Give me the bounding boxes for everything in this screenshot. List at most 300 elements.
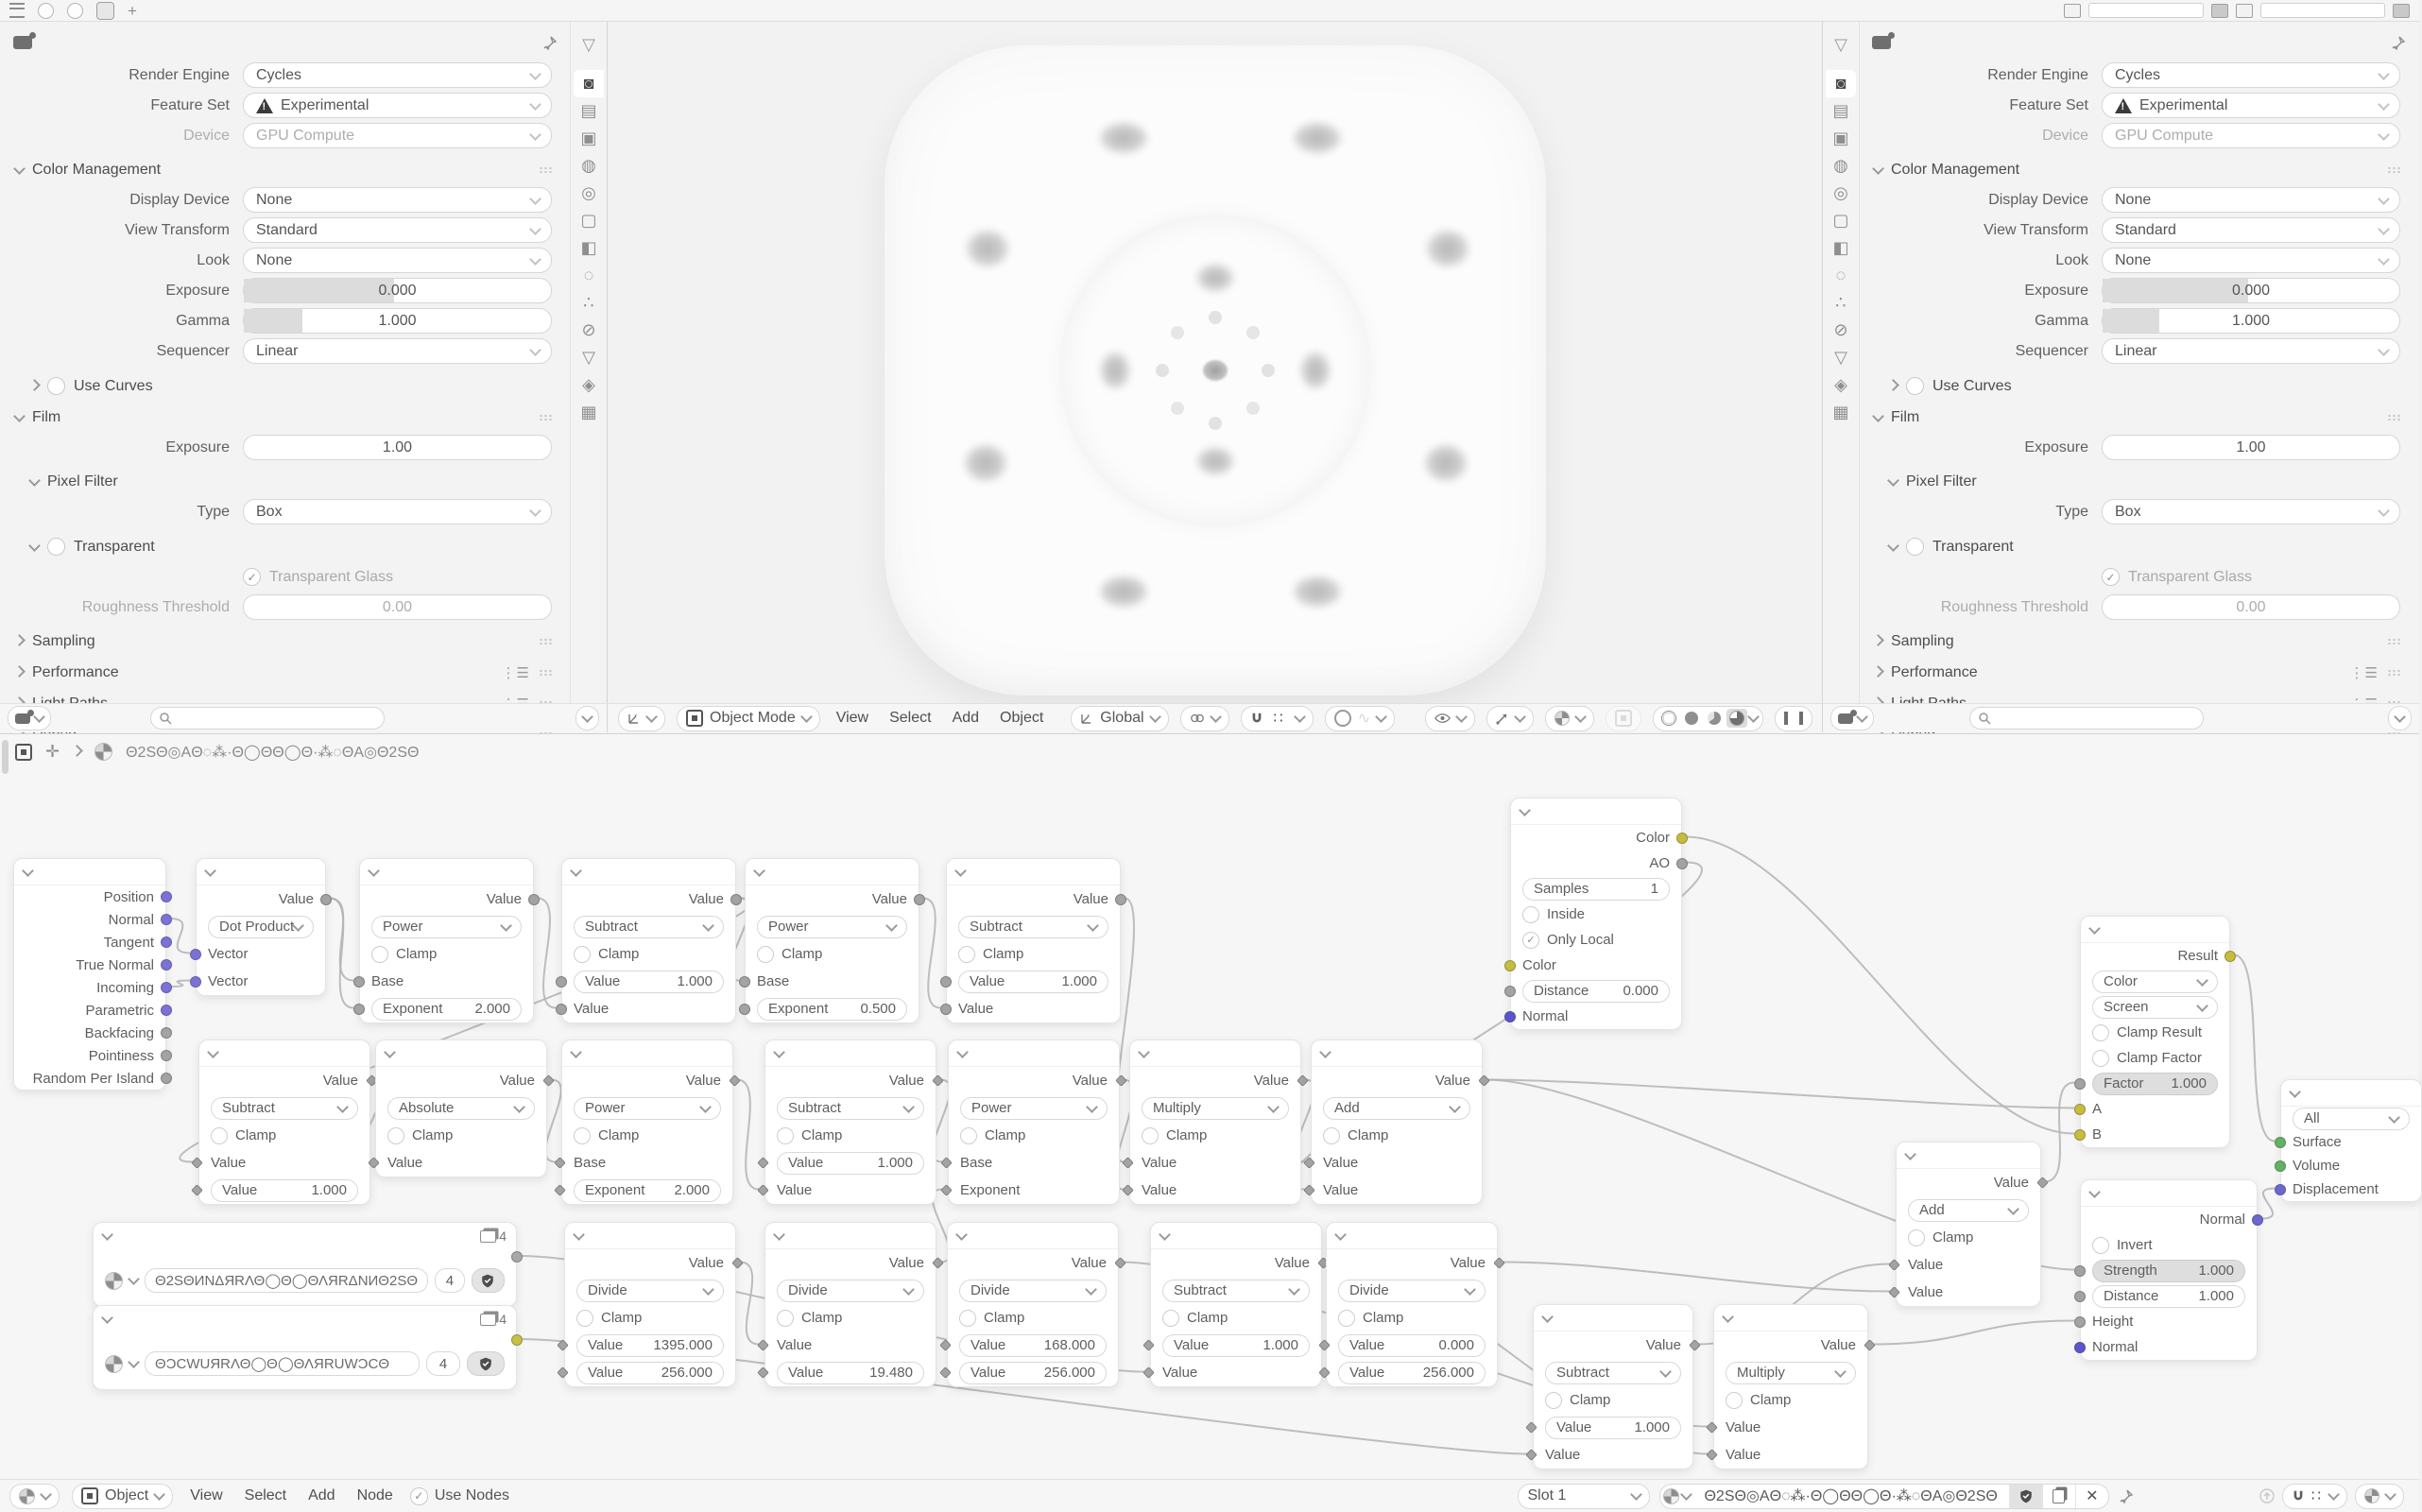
sidebar-item-scene[interactable]: ◍ xyxy=(1833,156,1848,175)
node-collapse-chevron[interactable] xyxy=(955,1228,968,1241)
operation-select[interactable]: Add xyxy=(1323,1097,1470,1120)
clamp-checkbox[interactable] xyxy=(958,946,975,963)
copy-material-button[interactable] xyxy=(2042,1485,2075,1508)
sidebar-item-physics[interactable]: ◌ xyxy=(583,266,594,284)
panel-header-color-management[interactable]: Color Management xyxy=(1874,162,2400,179)
node-collapse-chevron[interactable] xyxy=(2289,1086,2301,1098)
search-input[interactable] xyxy=(1969,707,2204,730)
input-socket[interactable] xyxy=(739,976,750,988)
look-select[interactable]: None xyxy=(243,248,552,273)
transform-orientation-select[interactable] xyxy=(1071,706,1168,731)
sidebar-item-render[interactable]: ◙ xyxy=(574,70,604,97)
distance-value-field[interactable]: Distance 1.000 xyxy=(2092,1285,2245,1308)
operation-select[interactable]: Divide xyxy=(576,1280,724,1302)
input-socket[interactable] xyxy=(2074,1078,2086,1090)
operation-select[interactable]: Dot Product xyxy=(208,916,314,938)
output-socket[interactable] xyxy=(914,894,925,905)
node-menu-select[interactable]: Select xyxy=(244,1487,287,1503)
panel-header-performance[interactable]: Performance ⋮☰ xyxy=(15,664,552,681)
clamp-checkbox[interactable] xyxy=(574,946,591,963)
properties-editor-icon[interactable] xyxy=(1872,36,1891,49)
sidebar-item-view-layer[interactable]: ▣ xyxy=(1832,129,1849,147)
value-value-field[interactable]: Value 1395.000 xyxy=(576,1334,724,1357)
top-input-1[interactable] xyxy=(2088,3,2204,18)
sidebar-item-world[interactable]: ◎ xyxy=(1833,183,1848,202)
3d-viewport[interactable] xyxy=(609,22,1822,732)
operation-select[interactable]: Subtract xyxy=(574,916,724,938)
output-socket[interactable] xyxy=(161,1073,172,1084)
input-socket[interactable] xyxy=(2074,1316,2086,1328)
panel-checkbox[interactable] xyxy=(47,538,65,556)
node-collapse-chevron[interactable] xyxy=(773,1046,785,1058)
node-collapse-chevron[interactable] xyxy=(204,865,216,877)
datablock-name-field[interactable]: ΘƆCWUЯRΛΘ◯Θ◯ΘΛЯRUWƆCΘ xyxy=(145,1351,420,1376)
fake-user-shield-button[interactable] xyxy=(2009,1485,2042,1508)
datablock-name-field[interactable]: Θ2SΘИNΔЯRΛΘ◯Θ◯ΘΛЯRΔNИΘ2SΘ xyxy=(145,1268,428,1293)
factor-value-field[interactable]: Factor 1.000 xyxy=(2092,1073,2218,1095)
math-divide[interactable]: Value Divide Clamp Value 168.000 Value 256.000 xyxy=(947,1222,1119,1387)
node-collapse-chevron[interactable] xyxy=(1519,804,1531,816)
shading-rendered-button[interactable] xyxy=(1726,709,1747,728)
input-socket[interactable] xyxy=(2275,1160,2286,1172)
value-value-field[interactable]: Value 1.000 xyxy=(211,1179,358,1202)
math-subtract[interactable]: Value Subtract Clamp Value 1.000 Value xyxy=(946,858,1121,1023)
parent-node-tree-button[interactable] xyxy=(2259,1488,2275,1503)
node-collapse-chevron[interactable] xyxy=(2088,922,2101,935)
math-subtract[interactable]: Value Subtract Clamp Value 1.000 Value xyxy=(1533,1304,1693,1469)
window-tab-2[interactable] xyxy=(67,3,83,19)
operation-select[interactable]: Absolute xyxy=(387,1097,535,1120)
math-power[interactable]: Value Power Clamp Base Exponent xyxy=(948,1040,1120,1205)
operation-select[interactable]: Divide xyxy=(959,1280,1107,1302)
math-add[interactable]: Value Add Clamp Value Value xyxy=(1896,1142,2041,1307)
sidebar-item-modifiers[interactable]: ◧ xyxy=(580,238,597,257)
gizmo-dropdown[interactable] xyxy=(1486,706,1534,731)
input-socket[interactable] xyxy=(2074,1129,2086,1141)
value-value-field[interactable]: Value 19.480 xyxy=(777,1362,924,1384)
output-socket[interactable] xyxy=(161,1050,172,1061)
clamp-checkbox[interactable] xyxy=(777,1310,794,1327)
node-collapse-chevron[interactable] xyxy=(773,1228,785,1241)
sidebar-item-particles[interactable]: ∴ xyxy=(583,293,594,312)
math-divide[interactable]: Value Divide Clamp Value 0.000 Value 256.000 xyxy=(1326,1222,1498,1387)
menu-hamburger-icon[interactable] xyxy=(9,3,25,18)
clamp-checkbox[interactable] xyxy=(387,1127,404,1144)
node-collapse-chevron[interactable] xyxy=(570,865,582,877)
preset-icon[interactable]: ⋮☰ xyxy=(2349,665,2379,681)
sidebar-item-texture[interactable]: ▦ xyxy=(580,403,597,421)
fullscreen-icon[interactable] xyxy=(2393,4,2410,18)
clamp-checkbox[interactable] xyxy=(1142,1127,1159,1144)
input-socket[interactable] xyxy=(556,1004,567,1015)
math-dot-product[interactable] xyxy=(196,858,326,996)
input-socket[interactable] xyxy=(1504,986,1516,997)
material-preview-icon[interactable] xyxy=(105,1272,123,1290)
pause-render-button[interactable] xyxy=(1775,706,1812,731)
operation-select[interactable]: Divide xyxy=(777,1280,924,1302)
panel-header-pixel-filter[interactable]: Pixel Filter xyxy=(1889,473,2400,490)
group-output-socket[interactable] xyxy=(511,1251,523,1263)
operation-select[interactable]: Screen xyxy=(2092,996,2218,1019)
samples-value-field[interactable]: Samples 1 xyxy=(1522,878,1670,901)
operation-select[interactable]: Subtract xyxy=(1162,1280,1310,1302)
viewport-menu-object[interactable]: Object xyxy=(1000,710,1044,726)
panel-checkbox[interactable] xyxy=(1906,377,1924,395)
node-collapse-chevron[interactable] xyxy=(753,865,765,877)
shading-solid-button[interactable] xyxy=(1681,709,1702,728)
sidebar-item-constraints[interactable]: ⊘ xyxy=(1833,320,1848,339)
move-icon[interactable]: ✛ xyxy=(45,742,60,761)
node-group[interactable] xyxy=(93,1305,517,1390)
sidebar-item-output[interactable]: ▤ xyxy=(1832,101,1849,120)
math-power[interactable]: Value Power Clamp Base Exponent 2.000 xyxy=(561,1040,733,1205)
output-socket[interactable] xyxy=(161,914,172,925)
panel-header-film[interactable]: Film xyxy=(15,409,552,426)
output-socket[interactable] xyxy=(161,936,172,948)
search-input[interactable] xyxy=(150,707,385,730)
sidebar-item-scene[interactable]: ◍ xyxy=(581,156,596,175)
clamp-checkbox[interactable] xyxy=(757,946,774,963)
display-device-select[interactable]: None xyxy=(2102,187,2400,213)
mode-select[interactable] xyxy=(677,706,820,731)
node-collapse-chevron[interactable] xyxy=(368,865,380,877)
exponent-value-field[interactable]: Exponent 0.500 xyxy=(757,998,907,1021)
clipboard-icon[interactable] xyxy=(2064,4,2081,18)
panel-header-transparent[interactable]: Transparent xyxy=(30,538,552,556)
math-subtract[interactable]: Value Subtract Clamp Value Value 1.000 xyxy=(198,1040,370,1205)
operation-select[interactable]: Subtract xyxy=(777,1097,924,1120)
group-output-socket[interactable] xyxy=(511,1334,523,1346)
operation-select[interactable]: Add xyxy=(1908,1199,2029,1222)
node-collapse-chevron[interactable] xyxy=(1334,1228,1347,1241)
viewport-menu-add[interactable]: Add xyxy=(952,710,980,726)
sidebar-item-particles[interactable]: ∴ xyxy=(1835,293,1847,312)
panel-header-film[interactable]: Film xyxy=(1874,409,2400,426)
exposure-slider[interactable]: 0.000 xyxy=(243,278,552,303)
panel-header-pixel-filter[interactable]: Pixel Filter xyxy=(30,473,552,490)
shader-node-editor[interactable] xyxy=(0,733,2419,1512)
input-socket[interactable] xyxy=(353,1004,365,1015)
value-value-field[interactable]: Value 256.000 xyxy=(959,1362,1107,1384)
output-socket[interactable] xyxy=(528,894,540,905)
math-divide[interactable]: Value Divide Clamp Value Value 19.480 xyxy=(764,1222,936,1387)
bump-node[interactable]: Normal Invert Strength 1.000 Distance 1.000 Height Normal xyxy=(2080,1179,2258,1361)
input-socket[interactable] xyxy=(940,1004,952,1015)
snap-controls[interactable]: ∷ xyxy=(2282,1484,2347,1509)
use-nodes-checkbox[interactable]: ✓ Use Nodes xyxy=(410,1487,509,1505)
math-multiply[interactable]: Value Multiply Clamp Value Value xyxy=(1713,1304,1868,1469)
node-collapse-chevron[interactable] xyxy=(207,1046,219,1058)
clamp-checkbox[interactable] xyxy=(1908,1229,1925,1246)
invert-checkbox[interactable] xyxy=(2092,1237,2109,1254)
properties-editor-icon[interactable] xyxy=(13,36,32,49)
top-input-2[interactable] xyxy=(2260,3,2385,18)
display-filter-button[interactable] xyxy=(8,706,51,730)
overlays-dropdown[interactable] xyxy=(2355,1484,2404,1509)
sidebar-item-view-layer[interactable]: ▣ xyxy=(580,129,597,147)
math-subtract[interactable]: Value Subtract Clamp Value 1.000 Value xyxy=(1150,1222,1322,1387)
output-socket[interactable] xyxy=(161,959,172,971)
clamp-checkbox[interactable] xyxy=(777,1127,794,1144)
clamp-checkbox[interactable] xyxy=(1726,1392,1743,1409)
panel-header-sampling[interactable]: Sampling xyxy=(15,633,552,650)
input-socket[interactable] xyxy=(2275,1184,2286,1195)
exponent-value-field[interactable]: Exponent 2.000 xyxy=(574,1179,721,1202)
sequencer-select[interactable]: Linear xyxy=(243,338,552,364)
filter-icon[interactable]: ▽ xyxy=(1834,35,1847,54)
input-socket[interactable] xyxy=(2275,1137,2286,1148)
display-device-select[interactable]: None xyxy=(243,187,552,213)
output-socket[interactable] xyxy=(161,891,172,902)
users-count-button[interactable]: 4 xyxy=(435,1268,465,1293)
feature-set-select[interactable]: ! Experimental xyxy=(243,93,552,118)
exposure-slider[interactable]: 0.000 xyxy=(2102,278,2400,303)
type-select[interactable]: Box xyxy=(2102,499,2400,524)
node-editor-scrollbar[interactable] xyxy=(2,740,9,774)
overlays-dropdown[interactable] xyxy=(1545,706,1594,731)
operation-select[interactable]: Power xyxy=(574,1097,721,1120)
clamp-checkbox[interactable] xyxy=(574,1127,591,1144)
node-collapse-chevron[interactable] xyxy=(384,1046,396,1058)
viewport-menu-view[interactable]: View xyxy=(835,710,869,726)
clamp-checkbox[interactable] xyxy=(211,1127,228,1144)
exponent-value-field[interactable]: Exponent 2.000 xyxy=(371,998,522,1021)
value-value-field[interactable]: Value 1.000 xyxy=(1545,1417,1681,1439)
clamp-checkbox[interactable] xyxy=(1162,1310,1179,1327)
node-collapse-chevron[interactable] xyxy=(1904,1148,1916,1160)
input-socket[interactable] xyxy=(190,976,201,988)
sidebar-item-data[interactable]: ▽ xyxy=(582,348,595,367)
pin-icon[interactable] xyxy=(2391,35,2406,50)
operation-select[interactable]: Power xyxy=(371,916,522,938)
sidebar-item-texture[interactable]: ▦ xyxy=(1832,403,1849,421)
math-multiply[interactable]: Value Multiply Clamp Value Value xyxy=(1129,1040,1301,1205)
exposure-field[interactable]: 1.00 xyxy=(2102,435,2400,460)
operation-select[interactable]: Color xyxy=(2092,971,2218,993)
value-value-field[interactable]: Value 0.000 xyxy=(1338,1334,1486,1357)
sidebar-item-physics[interactable]: ◌ xyxy=(1835,266,1847,284)
slot-select[interactable]: Slot 1 xyxy=(1518,1484,1650,1509)
filter-icon[interactable]: ▽ xyxy=(582,35,595,54)
preset-icon[interactable]: ⋮☰ xyxy=(501,665,530,681)
shader-type-select[interactable] xyxy=(72,1484,173,1509)
operation-select[interactable]: Power xyxy=(757,916,907,938)
value-value-field[interactable]: Value 1.000 xyxy=(777,1152,924,1175)
operation-select[interactable]: Power xyxy=(960,1097,1108,1120)
sidebar-item-object[interactable]: ▢ xyxy=(580,211,597,230)
operation-select[interactable]: Subtract xyxy=(211,1097,358,1120)
output-socket[interactable] xyxy=(730,894,742,905)
panel-checkbox[interactable] xyxy=(1906,538,1924,556)
fake-user-shield-button[interactable] xyxy=(472,1268,505,1293)
input-socket[interactable] xyxy=(353,976,365,988)
send-icon[interactable] xyxy=(2211,4,2228,18)
panel-header-transparent[interactable]: Transparent xyxy=(1889,538,2400,556)
value-value-field[interactable]: Value 1.000 xyxy=(1162,1334,1310,1357)
sidebar-item-data[interactable]: ▽ xyxy=(1834,348,1847,367)
input-socket[interactable] xyxy=(190,949,201,960)
distance-value-field[interactable]: Distance 0.000 xyxy=(1522,980,1670,1003)
material-name-field[interactable]: Θ2SΘ◎AΘ◌⁂·Θ◯ΘΘ◯Θ·⁂◌ΘA◎Θ2SΘ xyxy=(1704,1488,1998,1504)
strength-value-field[interactable]: Strength 1.000 xyxy=(2092,1260,2245,1282)
panel-header-use-curves[interactable]: Use Curves xyxy=(1889,377,2400,395)
view-transform-select[interactable]: Standard xyxy=(243,217,552,243)
input-socket[interactable] xyxy=(739,1004,750,1015)
operation-select[interactable]: Subtract xyxy=(1545,1362,1681,1384)
node-menu-add[interactable]: Add xyxy=(308,1487,335,1503)
visibility-dropdown[interactable] xyxy=(1425,706,1475,731)
sidebar-item-world[interactable]: ◎ xyxy=(581,183,596,202)
clamp-checkbox[interactable] xyxy=(1545,1392,1562,1409)
clamp-checkbox[interactable] xyxy=(960,1127,977,1144)
pin-icon[interactable] xyxy=(2119,1488,2134,1503)
node-collapse-chevron[interactable] xyxy=(573,1228,585,1241)
operation-select[interactable]: All xyxy=(2293,1108,2410,1130)
sidebar-item-modifiers[interactable]: ◧ xyxy=(1832,238,1849,257)
clamp-checkbox[interactable] xyxy=(959,1310,976,1327)
render-engine-select[interactable]: Cycles xyxy=(243,62,552,88)
sidebar-item-output[interactable]: ▤ xyxy=(580,101,597,120)
node-collapse-chevron[interactable] xyxy=(2088,1186,2101,1198)
input-socket[interactable] xyxy=(940,976,952,988)
node-collapse-chevron[interactable] xyxy=(956,1046,969,1058)
roughness-threshold-field[interactable]: 0.00 xyxy=(2102,594,2400,620)
node-menu-node[interactable]: Node xyxy=(356,1487,393,1503)
value-value-field[interactable]: Value 168.000 xyxy=(959,1334,1107,1357)
input-socket[interactable] xyxy=(2074,1342,2086,1353)
fake-user-shield-button[interactable] xyxy=(467,1351,505,1376)
device-select[interactable]: GPU Compute xyxy=(2102,123,2400,148)
input-socket[interactable] xyxy=(2074,1291,2086,1302)
math-absolute[interactable]: Value Absolute Clamp Value xyxy=(375,1040,547,1177)
shading-wireframe-button[interactable] xyxy=(1658,709,1679,728)
inside-checkbox[interactable] xyxy=(1522,906,1539,923)
snap-controls[interactable]: ∷ xyxy=(1241,706,1314,731)
clamp-factor-checkbox[interactable] xyxy=(2092,1050,2109,1067)
clamp-checkbox[interactable] xyxy=(1323,1127,1340,1144)
operation-select[interactable]: Divide xyxy=(1338,1280,1486,1302)
input-socket[interactable] xyxy=(556,976,567,988)
input-socket[interactable] xyxy=(2074,1265,2086,1277)
xray-toggle[interactable] xyxy=(1606,706,1641,731)
sidebar-item-material[interactable]: ◈ xyxy=(1834,375,1847,394)
options-chevron-button[interactable] xyxy=(575,706,599,730)
gamma-slider[interactable]: 1.000 xyxy=(2102,308,2400,334)
node-collapse-chevron[interactable] xyxy=(22,865,34,877)
clamp-checkbox[interactable] xyxy=(576,1310,593,1327)
value-value-field[interactable]: Value 256.000 xyxy=(576,1362,724,1384)
gamma-slider[interactable]: 1.000 xyxy=(243,308,552,334)
operation-select[interactable]: Subtract xyxy=(958,916,1108,938)
render-engine-select[interactable]: Cycles xyxy=(2102,62,2400,88)
output-socket[interactable] xyxy=(2224,951,2236,962)
input-socket[interactable] xyxy=(1504,1011,1516,1022)
node-menu-view[interactable]: View xyxy=(190,1487,223,1503)
monitor-icon[interactable] xyxy=(2236,4,2253,18)
options-chevron-button[interactable] xyxy=(2388,706,2412,730)
value-value-field[interactable]: Value 1.000 xyxy=(574,971,724,993)
material-preview-dropdown[interactable] xyxy=(1660,1485,1692,1508)
clamp-checkbox[interactable] xyxy=(1338,1310,1355,1327)
box-select-icon[interactable] xyxy=(15,744,32,761)
material-output-node[interactable] xyxy=(2280,1079,2422,1202)
sidebar-item-material[interactable]: ◈ xyxy=(582,375,595,394)
exposure-field[interactable]: 1.00 xyxy=(243,435,552,460)
sidebar-item-render[interactable]: ◙ xyxy=(1826,70,1856,97)
transparent-glass-checkbox[interactable]: ✓ Transparent Glass xyxy=(2102,565,2419,589)
device-select[interactable]: GPU Compute xyxy=(243,123,552,148)
input-socket[interactable] xyxy=(1504,960,1516,971)
panel-checkbox[interactable] xyxy=(47,377,65,395)
math-subtract[interactable]: Value Subtract Clamp Value 1.000 Value xyxy=(764,1040,936,1205)
geometry-node[interactable] xyxy=(13,858,166,1091)
output-socket[interactable] xyxy=(161,1027,172,1039)
roughness-threshold-field[interactable]: 0.00 xyxy=(243,594,552,620)
math-add[interactable]: Value Add Clamp Value Value xyxy=(1311,1040,1483,1205)
node-group[interactable] xyxy=(93,1222,517,1307)
node-collapse-chevron[interactable] xyxy=(1722,1311,1734,1323)
node-collapse-chevron[interactable] xyxy=(101,1312,113,1324)
window-tab-1[interactable] xyxy=(38,3,54,19)
window-tab-active[interactable] xyxy=(96,2,114,20)
node-collapse-chevron[interactable] xyxy=(570,1046,582,1058)
panel-header-performance[interactable]: Performance ⋮☰ xyxy=(1874,664,2400,681)
type-select[interactable]: Box xyxy=(243,499,552,524)
value-value-field[interactable]: Value 1.000 xyxy=(958,971,1108,993)
output-socket[interactable] xyxy=(320,894,332,905)
only-local-checkbox[interactable]: ✓ xyxy=(1522,932,1539,949)
node-collapse-chevron[interactable] xyxy=(101,1228,113,1241)
material-preview-icon[interactable] xyxy=(105,1355,123,1373)
viewport-menu-select[interactable]: Select xyxy=(889,710,932,726)
shading-material-button[interactable] xyxy=(1704,709,1725,728)
math-divide[interactable]: Value Divide Clamp Value 1395.000 Value 256.000 xyxy=(564,1222,736,1387)
operation-select[interactable]: Multiply xyxy=(1726,1362,1856,1384)
output-socket[interactable] xyxy=(2252,1214,2263,1226)
proportional-editing-controls[interactable]: ∿ xyxy=(1325,706,1395,731)
node-collapse-chevron[interactable] xyxy=(1138,1046,1150,1058)
transparent-glass-checkbox[interactable]: ✓ Transparent Glass xyxy=(243,565,571,589)
ambient-occlusion-node[interactable]: Color AO Samples 1 Inside ✓ Only Local Color Distance 0.000 Normal xyxy=(1510,798,1682,1030)
output-socket[interactable] xyxy=(1676,833,1688,844)
look-select[interactable]: None xyxy=(2102,248,2400,273)
node-collapse-chevron[interactable] xyxy=(1541,1311,1554,1323)
sequencer-select[interactable]: Linear xyxy=(2102,338,2400,364)
pin-icon[interactable] xyxy=(542,35,558,50)
output-socket[interactable] xyxy=(1115,894,1126,905)
panel-header-use-curves[interactable]: Use Curves xyxy=(30,377,552,395)
unlink-material-button[interactable]: ✕ xyxy=(2075,1485,2108,1508)
panel-header-sampling[interactable]: Sampling xyxy=(1874,633,2400,650)
clamp-result-checkbox[interactable] xyxy=(2092,1024,2109,1041)
math-power[interactable]: Value Power Clamp Base Exponent 2.000 xyxy=(359,858,534,1023)
input-socket[interactable] xyxy=(2074,1104,2086,1115)
node-collapse-chevron[interactable] xyxy=(1319,1046,1331,1058)
math-subtract[interactable]: Value Subtract Clamp Value 1.000 Value xyxy=(561,858,736,1023)
output-socket[interactable] xyxy=(161,1005,172,1016)
editor-type-button[interactable] xyxy=(9,1484,60,1509)
sidebar-item-object[interactable]: ▢ xyxy=(1832,211,1849,230)
feature-set-select[interactable]: ! Experimental xyxy=(2102,93,2400,118)
users-count-button[interactable]: 4 xyxy=(426,1351,460,1376)
mix-color-node[interactable]: Result Color Screen Clamp Result Clamp Factor Factor 1.000 A B xyxy=(2080,916,2230,1148)
node-collapse-chevron[interactable] xyxy=(1159,1228,1171,1241)
node-collapse-chevron[interactable] xyxy=(954,865,967,877)
pivot-point-select[interactable] xyxy=(1180,706,1229,731)
panel-header-color-management[interactable]: Color Management xyxy=(15,162,552,179)
math-power[interactable]: Value Power Clamp Base Exponent 0.500 xyxy=(745,858,919,1023)
value-value-field[interactable]: Value 256.000 xyxy=(1338,1362,1486,1384)
